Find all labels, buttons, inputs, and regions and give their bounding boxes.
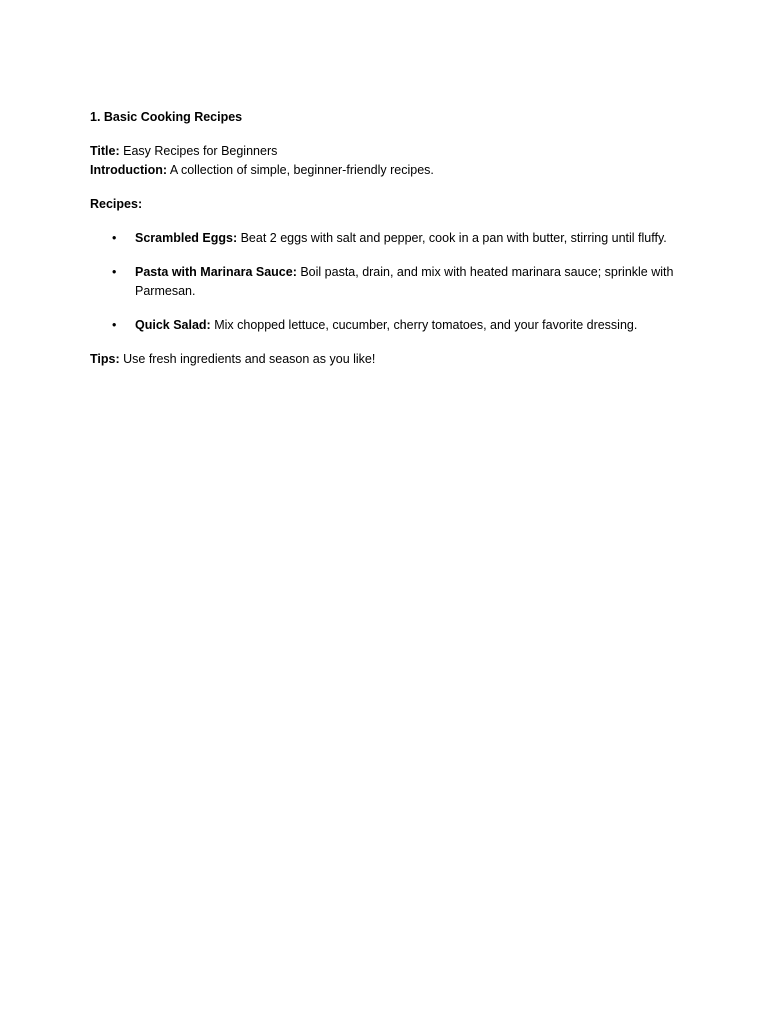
document-content	[90, 108, 690, 369]
bullet-icon: •	[112, 231, 117, 245]
tips-line	[90, 350, 690, 369]
recipes-label: Recipes:	[90, 197, 143, 211]
recipe-text: Boil pasta, drain, and mix with heated marinara sauce; sprinkle with Parmesan.	[135, 265, 674, 298]
recipe-item	[90, 316, 690, 335]
recipe-name: Scrambled Eggs:	[135, 231, 238, 245]
introduction-line	[90, 161, 690, 180]
bullet-icon: •	[112, 265, 117, 279]
title-value: Easy Recipes for Beginners	[119, 144, 278, 158]
recipe-item	[90, 263, 690, 301]
tips-value: Use fresh ingredients and season as you like!	[119, 352, 376, 366]
introduction-value: A collection of simple, beginner-friendly recipes.	[167, 163, 434, 177]
introduction-label: Introduction:	[90, 163, 168, 177]
recipe-item	[90, 229, 690, 248]
section-heading: 1. Basic Cooking Recipes	[90, 110, 243, 124]
title-label: Title:	[90, 144, 120, 158]
bullet-icon: •	[112, 318, 117, 332]
recipe-list	[90, 229, 690, 335]
recipe-name: Quick Salad:	[135, 318, 211, 332]
recipe-text: Beat 2 eggs with salt and pepper, cook in a pan with butter, stirring until fluffy.	[237, 231, 667, 245]
title-line	[90, 142, 690, 161]
recipe-name: Pasta with Marinara Sauce:	[135, 265, 297, 279]
recipe-text: Mix chopped lettuce, cucumber, cherry tomatoes, and your favorite dressing.	[210, 318, 638, 332]
tips-label: Tips:	[90, 352, 120, 366]
